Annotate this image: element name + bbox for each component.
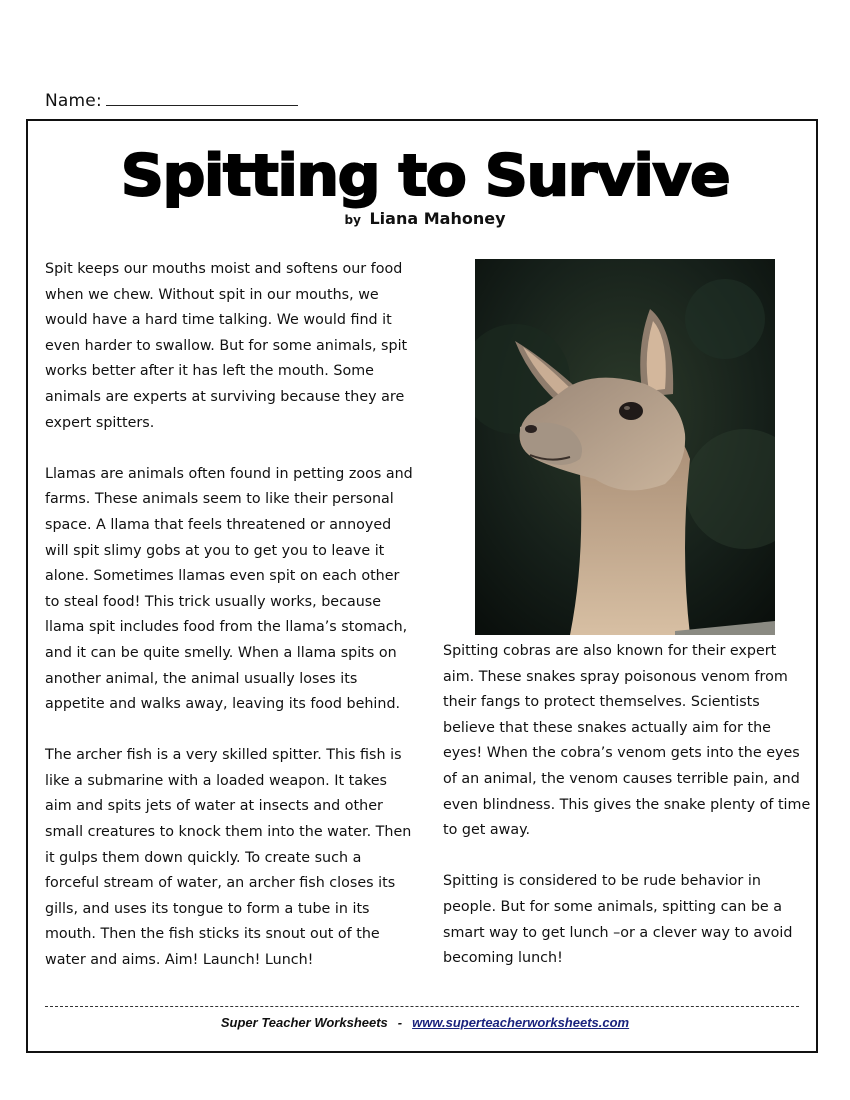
worksheet-title: Spitting to Survive (120, 142, 730, 210)
llama-photo (475, 259, 775, 635)
footer-brand: Super Teacher Worksheets (220, 1015, 388, 1030)
footer-divider (45, 1006, 799, 1007)
paragraph-archer-fish: The archer fish is a very skilled spitter. This fish is like a submarine with a loaded weapon. It takes aim and spits jets of water at insects and other small creatures to knock them into the water. Then it gulps them down quickly. To create such a forceful stream of water, an archer fish closes its gills, and uses its tongue to form a tube in its mouth. Then the fish sticks its snout out of the water and aims. Aim! Launch! Lunch! (45, 747, 412, 969)
name-field-label (45, 91, 298, 111)
paragraph-llamas: Llamas are animals often found in petting zoos and farms. These animals seem to like their personal space. A llama that feels threatened or annoyed will spit slimy gobs at you to get you to leave it alone. Sometimes llamas even spit on each other to steal food! This trick usually works, because llama spit includes food from the llama’s stomach, and it can be quite smelly. When a llama spits on another animal, the animal usually loses its appetite and walks away, leaving its food behind. (45, 465, 413, 713)
paragraph-spitting-cobras: Spitting cobras are also known for their expert aim. These snakes spray poisonous venom from their fangs to protect themselves. Scientists believe that these snakes actually aim for the eyes! When the cobra’s venom gets into the eyes of an animal, the venom causes terrible pain, and even blindness. This gives the snake plenty of time to get away. (443, 643, 811, 839)
paragraph-conclusion: Spitting is considered to be rude behavior in people. But for some animals, spitting can be a smart way to get lunch –or a clever way to avoid becoming lunch! (443, 873, 793, 967)
footer-website-link[interactable]: www.superteacherworksheets.com (412, 1015, 630, 1030)
name-label: Name: (45, 91, 102, 111)
footer (0, 1015, 850, 1030)
byline (0, 209, 850, 228)
byline-prefix: by (344, 213, 361, 227)
article-right-column (443, 639, 811, 997)
article-left-column (45, 257, 417, 999)
footer-separator: - (397, 1015, 403, 1030)
author-name: Liana Mahoney (369, 209, 506, 228)
name-blank-line (106, 91, 298, 106)
paragraph-spit-intro: Spit keeps our mouths moist and softens our food when we chew. Without spit in our mouths, we would have a hard time talking. We would find it even harder to swallow. But for some animals, spit works better after it has left the mouth. Some animals are experts at surviving because they are expert spitters. (45, 261, 408, 431)
